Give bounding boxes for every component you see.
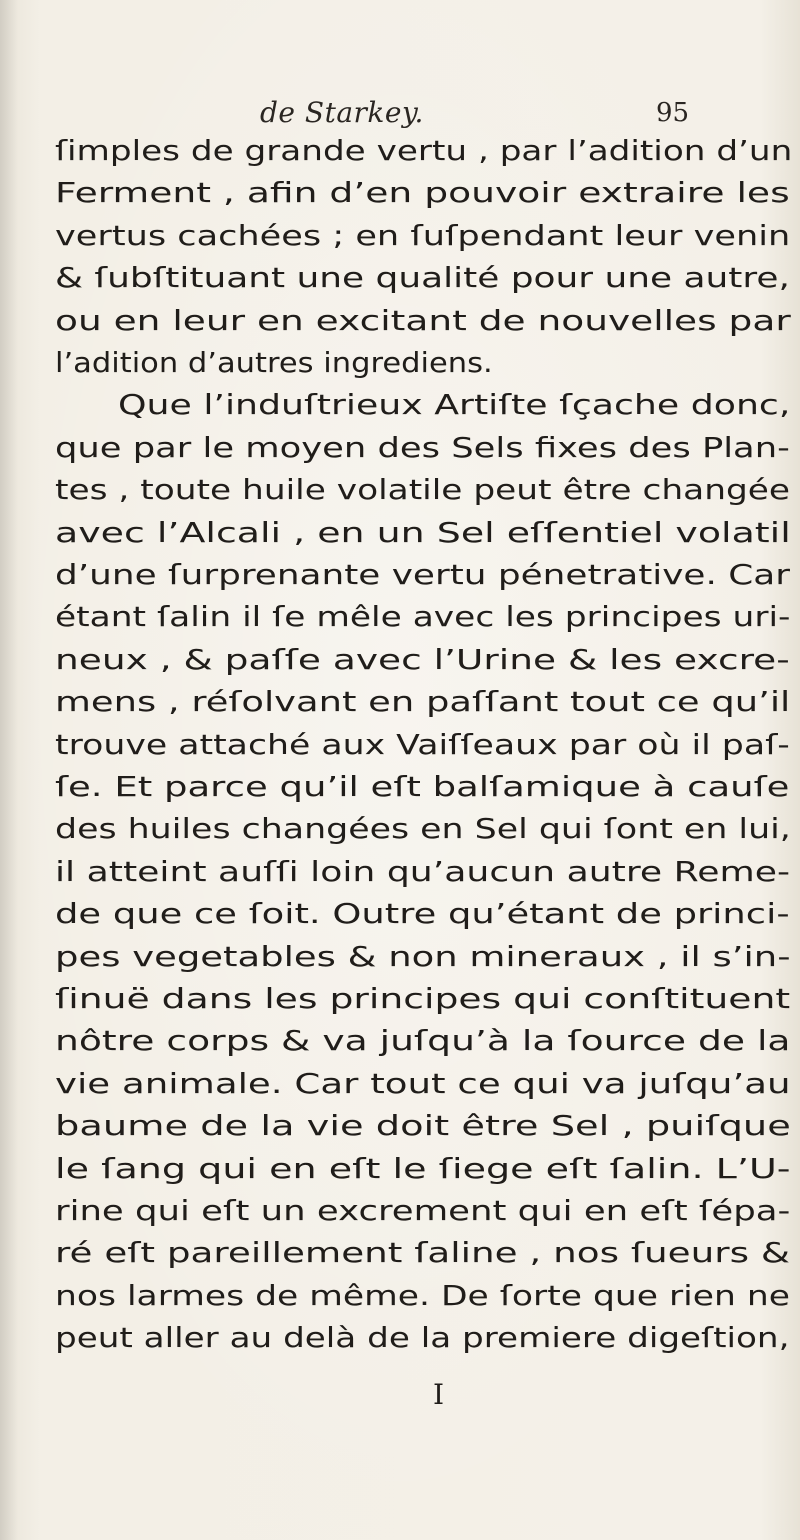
text-line: l’adition d’autres ingrediens. [55, 346, 493, 379]
running-head [0, 92, 800, 132]
text-line: des huiles changées en Sel qui ſont en lui, [55, 812, 791, 846]
text-line: & ſubſtituant une qualité pour une autre, [55, 261, 790, 295]
text-line: neux , & paſſe avec l’Urine & les excre- [55, 642, 790, 676]
text-line: que par le moyen des Sels fixes des Plan- [55, 430, 790, 464]
text-line: trouve attaché aux Vaiſſeaux par où il paſ- [55, 727, 790, 761]
text-line: rine qui eſt un excrement qui en eſt ſépa- [55, 1194, 791, 1227]
page-fold-shadow [0, 0, 18, 1540]
catchword: I [433, 1378, 445, 1411]
text-line: tes , toute huile volatile peut être changée [55, 473, 791, 507]
text-line: ſe. Et parce qu’il eſt balſamique à cauſe [55, 770, 790, 803]
text-line: Que l’induſtrieux Artiſte ſçache donc, [118, 388, 791, 422]
text-line: ſimples de grande vertu , par l’adition d’un [55, 134, 793, 167]
text-line: Ferment , afin d’en pouvoir extraire les [55, 176, 790, 210]
text-line: de que ce ſoit. Outre qu’étant de princi- [55, 897, 790, 931]
running-title: de Starkey. [260, 96, 424, 129]
text-line: nos larmes de même. De ſorte que rien ne [55, 1278, 790, 1312]
text-line: il atteint auſſi loin qu’aucun autre Reme- [55, 854, 791, 888]
text-line: pes vegetables & non mineraux , il s’in- [55, 939, 791, 973]
text-line: ré eſt pareillement ſaline , nos ſueurs & [55, 1236, 790, 1270]
text-line: le ſang qui en eſt le ſiege eſt ſalin. L’U- [55, 1151, 791, 1185]
text-line: ſinuë dans les principes qui conſtituent [55, 982, 791, 1015]
text-line: mens , réſolvant en paſſant tout ce qu’il [55, 685, 791, 719]
text-line: baume de la vie doit être Sel , puiſque [55, 1109, 791, 1143]
text-line: vertus cachées ; en ſuſpendant leur venin [55, 218, 791, 252]
page-number: 95 [656, 98, 690, 128]
text-line: vie animale. Car tout ce qui va juſqu’au [55, 1066, 791, 1100]
text-line: ou en leur en excitant de nouvelles par [55, 303, 791, 337]
text-line: peut aller au delà de la premiere digeſtion, [55, 1321, 790, 1355]
text-line: nôtre corps & va juſqu’à la ſource de la [55, 1024, 791, 1058]
text-line: étant ſalin il ſe mêle avec les principes uri- [55, 600, 791, 634]
text-line: d’une ſurprenante vertu pénetrative. Car [55, 558, 790, 591]
text-line: avec l’Alcali , en un Sel eſſentiel volatil [55, 515, 791, 549]
